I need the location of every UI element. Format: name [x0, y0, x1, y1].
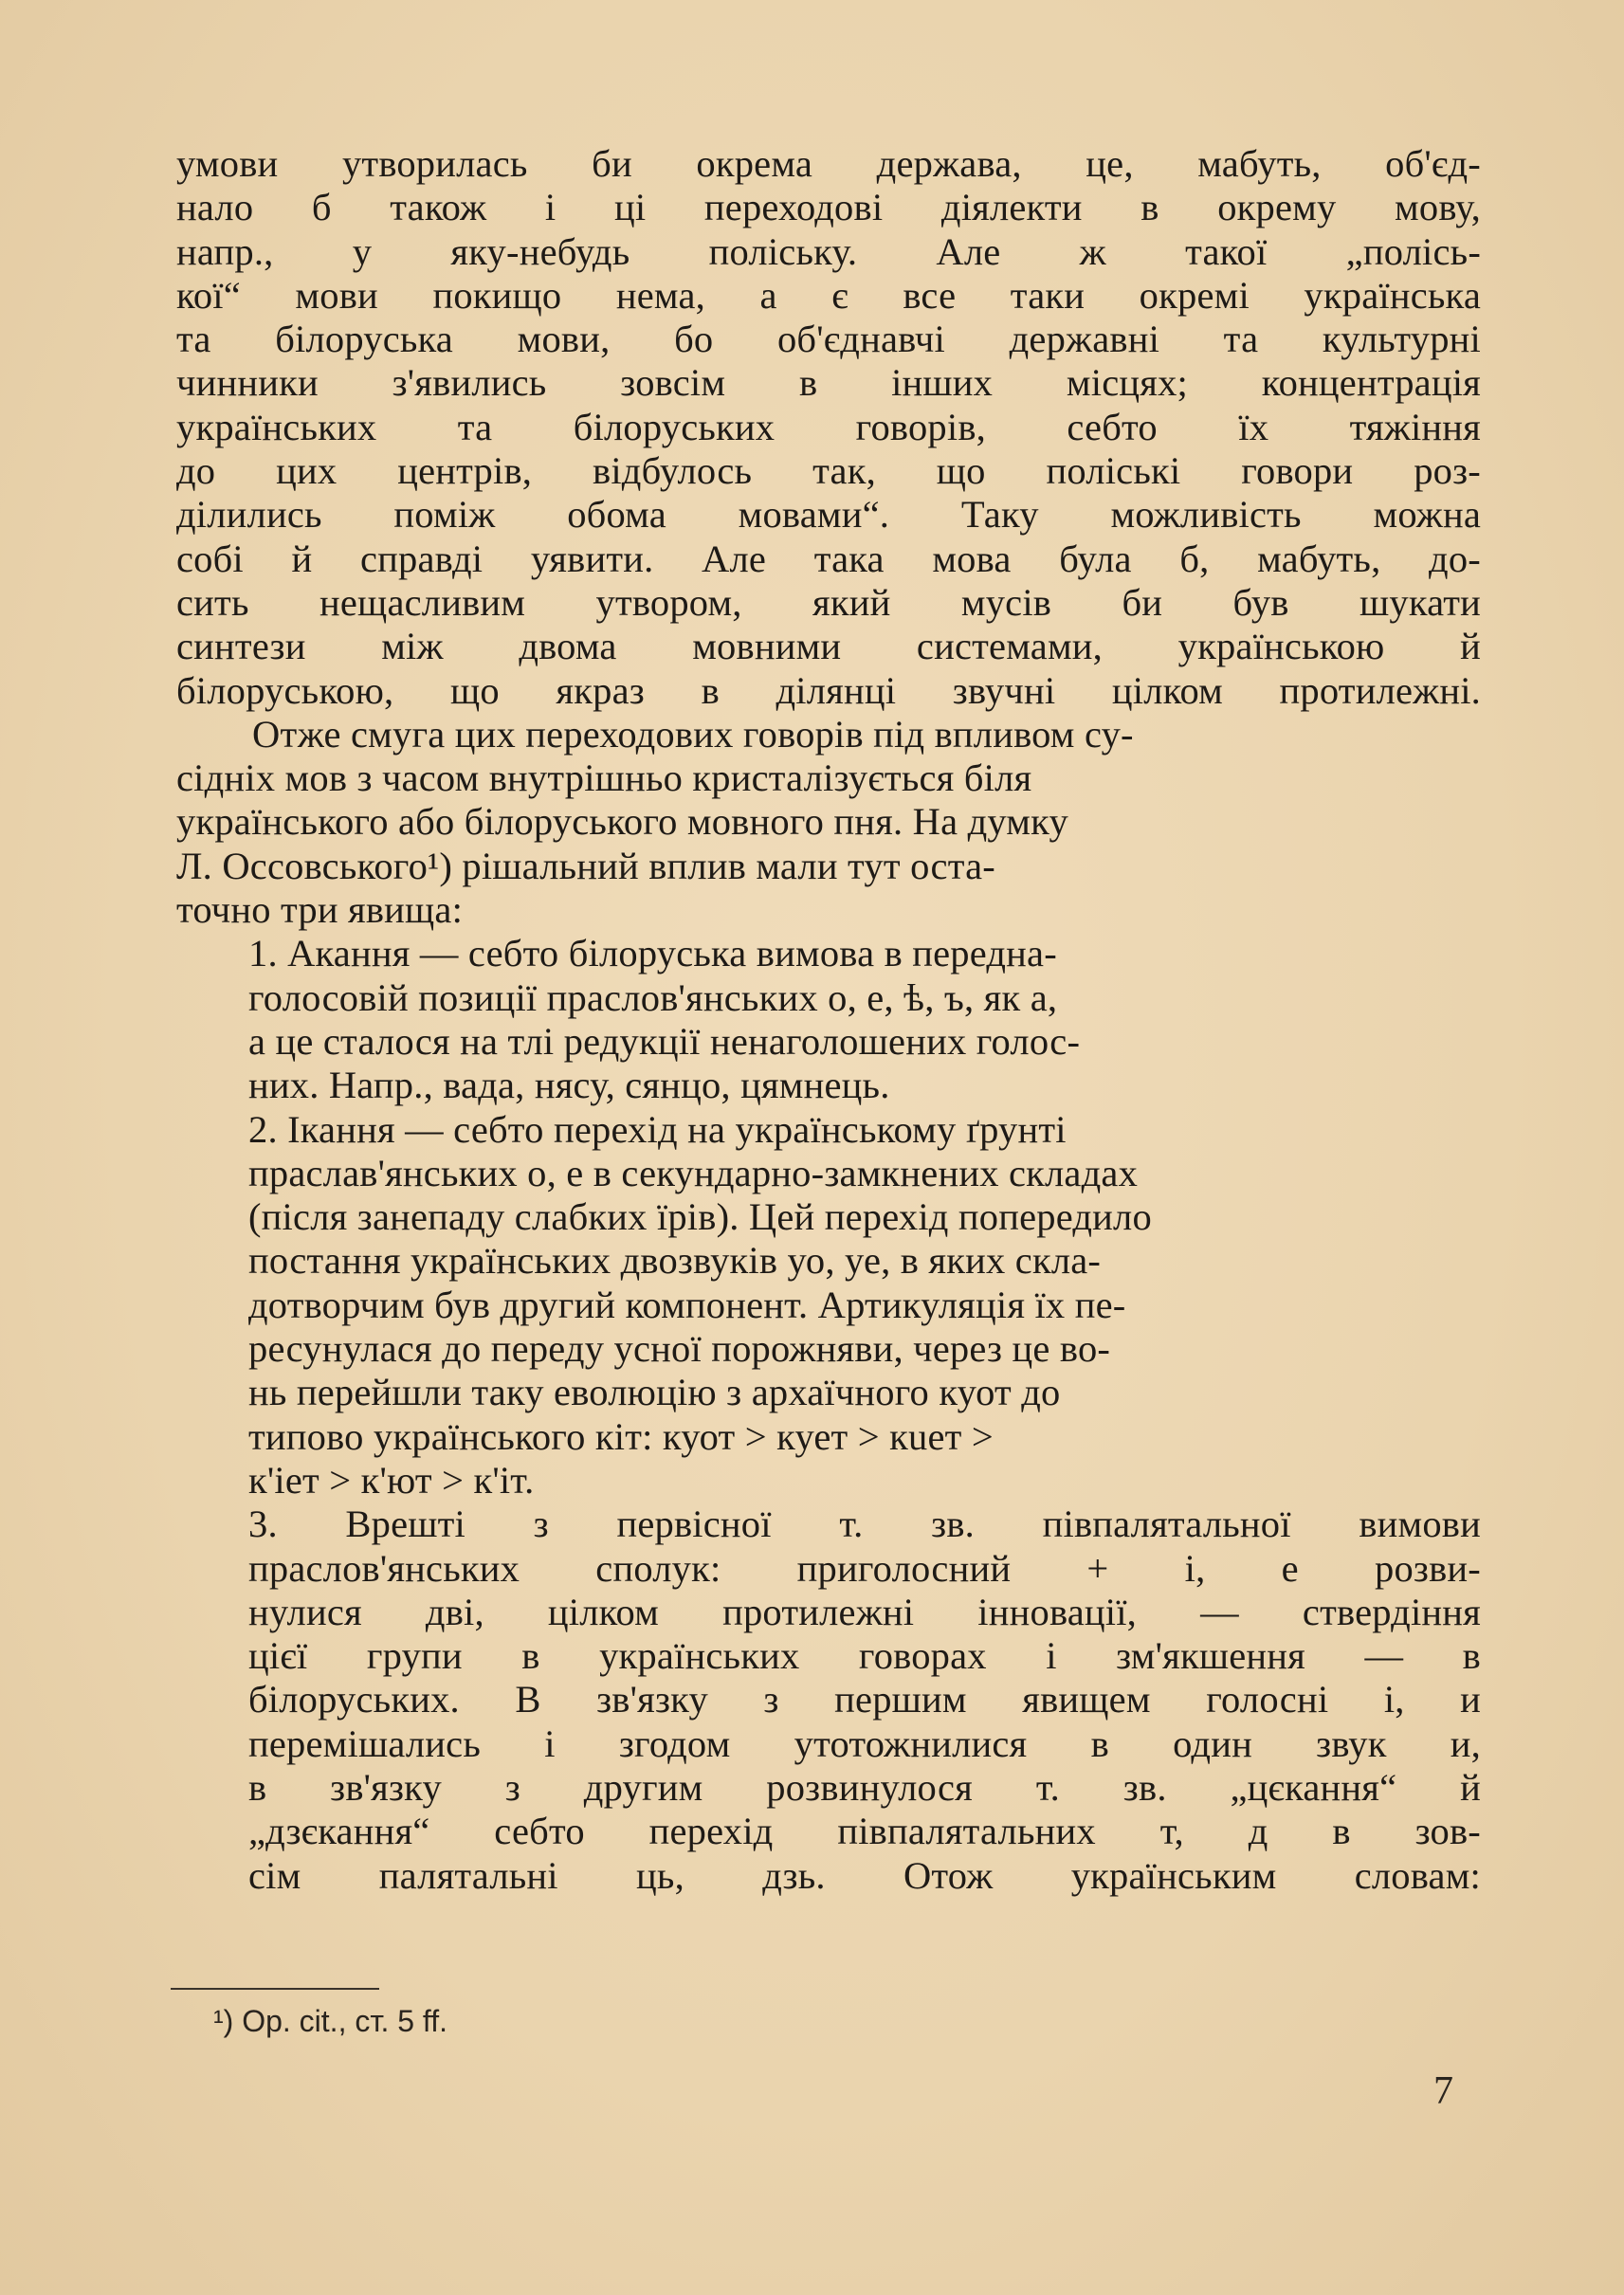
footnote: ¹) Op. cit., ст. 5 ff.	[213, 2004, 448, 2038]
text-line: к'іет > к'ют > к'іт.	[248, 1458, 535, 1502]
paragraph-1	[176, 142, 1481, 713]
list-item-palatalization	[248, 1503, 1481, 1898]
text-line: ділились поміж обома мовами“. Таку можливість можна	[176, 493, 1481, 537]
text-line: собі й справді уявити. Але така мова була б, мабуть, до-	[176, 537, 1481, 580]
text-line: 1. Акання — себто білоруська вимова в передна-	[248, 932, 1057, 975]
text-line: синтези між двома мовними системами, українською й	[176, 625, 1481, 668]
page-number: 7	[1433, 2069, 1453, 2113]
text-line: 3. Врешті з первісної т. зв. півпалятальної вимови	[248, 1503, 1481, 1546]
text-line: умови утворилась би окрема держава, це, мабуть, об'єд-	[176, 142, 1481, 185]
text-line: до цих центрів, відбулось так, що поліські говори роз-	[176, 449, 1481, 493]
text-line: праслов'янських сполук: приголосний + і, е розви-	[248, 1546, 1481, 1590]
text-line: нало б також і ці переходові діялекти в окрему мову,	[176, 186, 1481, 229]
list-item-akannia	[248, 932, 1481, 1107]
text-line: постання українських двозвуків уо, уе, в яких скла-	[248, 1239, 1102, 1283]
text-line: кої“ мови покищо нема, а є все таки окремі українська	[176, 273, 1481, 317]
text-line: нулися дві, цілком протилежні інновації, — ствердіння	[248, 1590, 1481, 1633]
text-line: українського або білоруського мовного пня. На думку	[176, 800, 1068, 844]
text-line: в зв'язку з другим розвинулося т. зв. „цєкання“ й	[248, 1765, 1481, 1809]
text-line: білоруською, що якраз в ділянці звучні цілком протилежні.	[176, 668, 1481, 712]
body-text	[176, 142, 1481, 1898]
footnote-divider	[171, 1988, 379, 1990]
text-line: (після занепаду слабких їрів). Цей перехід попередило	[248, 1195, 1152, 1239]
text-line: 2. Ікання — себто перехід на українському ґрунті	[248, 1107, 1067, 1151]
text-line: сить нещасливим утвором, який мусів би був шукати	[176, 580, 1481, 624]
text-line: ресунулася до переду усної порожняви, через це во-	[248, 1327, 1111, 1371]
text-line: них. Напр., вада, нясу, сянцо, цямнець.	[248, 1064, 890, 1107]
text-line: білоруських. В зв'язку з першим явищем голосні і, и	[248, 1678, 1481, 1721]
text-line: точно три явища:	[176, 888, 464, 932]
text-line: типово українського кіт: куот > кует > кuет >	[248, 1414, 994, 1458]
text-line: чинники з'явились зовсім в інших місцях; концентрація	[176, 361, 1481, 405]
paragraph-2	[176, 713, 1481, 932]
text-line: „дзєкання“ себто перехід півпалятальних т, д в зов-	[248, 1810, 1481, 1853]
text-line: сідніх мов з часом внутрішньо кристалізується біля	[176, 756, 1032, 800]
text-line: цієї групи в українських говорах і зм'якшення — в	[248, 1634, 1481, 1678]
text-line: Л. Оссовського¹) рішальний вплив мали тут оста-	[176, 844, 995, 887]
text-line: перемішались і згодом утотожнилися в один звук и,	[248, 1721, 1481, 1765]
text-line: напр., у яку-небудь поліську. Але ж такої „полісь-	[176, 229, 1481, 273]
text-line: Отже смуга цих переходових говорів під впливом су-	[252, 712, 1134, 756]
text-line: українських та білоруських говорів, себто їх тяжіння	[176, 405, 1481, 448]
text-line: дотворчим був другий компонент. Артикуляція їх пе-	[248, 1283, 1126, 1326]
text-line: голосовій позиції праслов'янських о, е, ѣ, ъ, як а,	[248, 975, 1058, 1019]
list-item-ikannia	[248, 1108, 1481, 1503]
text-line: та білоруська мови, бо об'єднавчі державні та культурні	[176, 318, 1481, 361]
text-line: сім палятальні ць, дзь. Отож українським словам:	[248, 1853, 1481, 1897]
text-line: нь перейшли таку еволюцію з архаїчного куот до	[248, 1371, 1061, 1414]
text-line: праслав'янських о, е в секундарно-замкнених складах	[248, 1151, 1139, 1194]
text-line: а це сталося на тлі редукції ненаголошених голос-	[248, 1019, 1081, 1063]
